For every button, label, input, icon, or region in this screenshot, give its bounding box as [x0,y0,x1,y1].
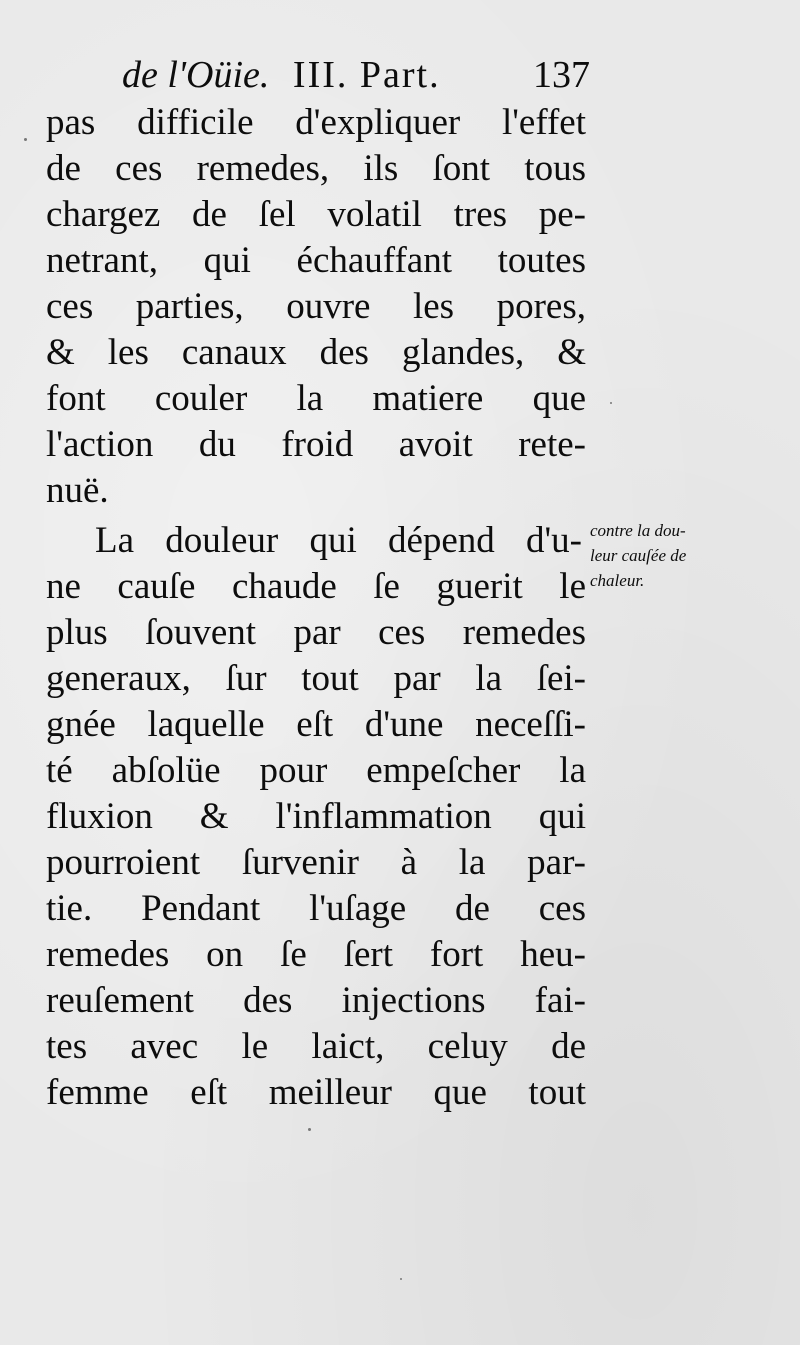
text-line: plus ſouvent par ces remedes [46,612,586,653]
text-line: ne cauſe chaude ſe guerit le [46,566,586,607]
text-line: femme eſt meilleur que tout [46,1072,586,1113]
text-line: & les canaux des glandes, & [46,332,586,373]
marginal-note-line: chaleur. [590,571,645,590]
text-line: l'action du froid avoit rete- [46,424,586,465]
paper-speck [24,138,27,141]
running-title: de l'Oüie. [122,54,270,96]
text-line: pas difficile d'expliquer l'effet [46,102,586,143]
text-line: gnée laquelle eſt d'une neceſſi- [46,704,586,745]
text-line: generaux, ſur tout par la ſei- [46,658,586,699]
marginal-note-line: contre la dou- [590,521,686,540]
text-line: nuë. [46,470,109,511]
text-line: remedes on ſe ſert fort heu- [46,934,586,975]
text-line: reuſement des injections fai- [46,980,586,1021]
text-line: tes avec le laict, celuy de [46,1026,586,1067]
text-line: netrant, qui échauffant toutes [46,240,586,281]
paper-speck [610,402,612,404]
text-line: té abſolüe pour empeſcher la [46,750,586,791]
page-header [122,52,592,98]
paper-speck [308,1128,311,1131]
marginal-note-line: leur cauſée de [590,546,687,565]
text-line: de ces remedes, ils ſont tous [46,148,586,189]
text-line: ces parties, ouvre les pores, [46,286,586,327]
part-label: III. Part. [292,54,441,96]
text-line: font couler la matiere que [46,378,586,419]
text-line: pourroient ſurvenir à la par- [46,842,586,883]
text-line: chargez de ſel volatil tres pe- [46,194,586,235]
text-line: La douleur qui dépend d'u- [95,520,582,561]
text-line: fluxion & l'inflammation qui [46,796,586,837]
paper-speck [400,1278,402,1280]
text-line: tie. Pendant l'uſage de ces [46,888,586,929]
page-number: 137 [533,54,590,96]
